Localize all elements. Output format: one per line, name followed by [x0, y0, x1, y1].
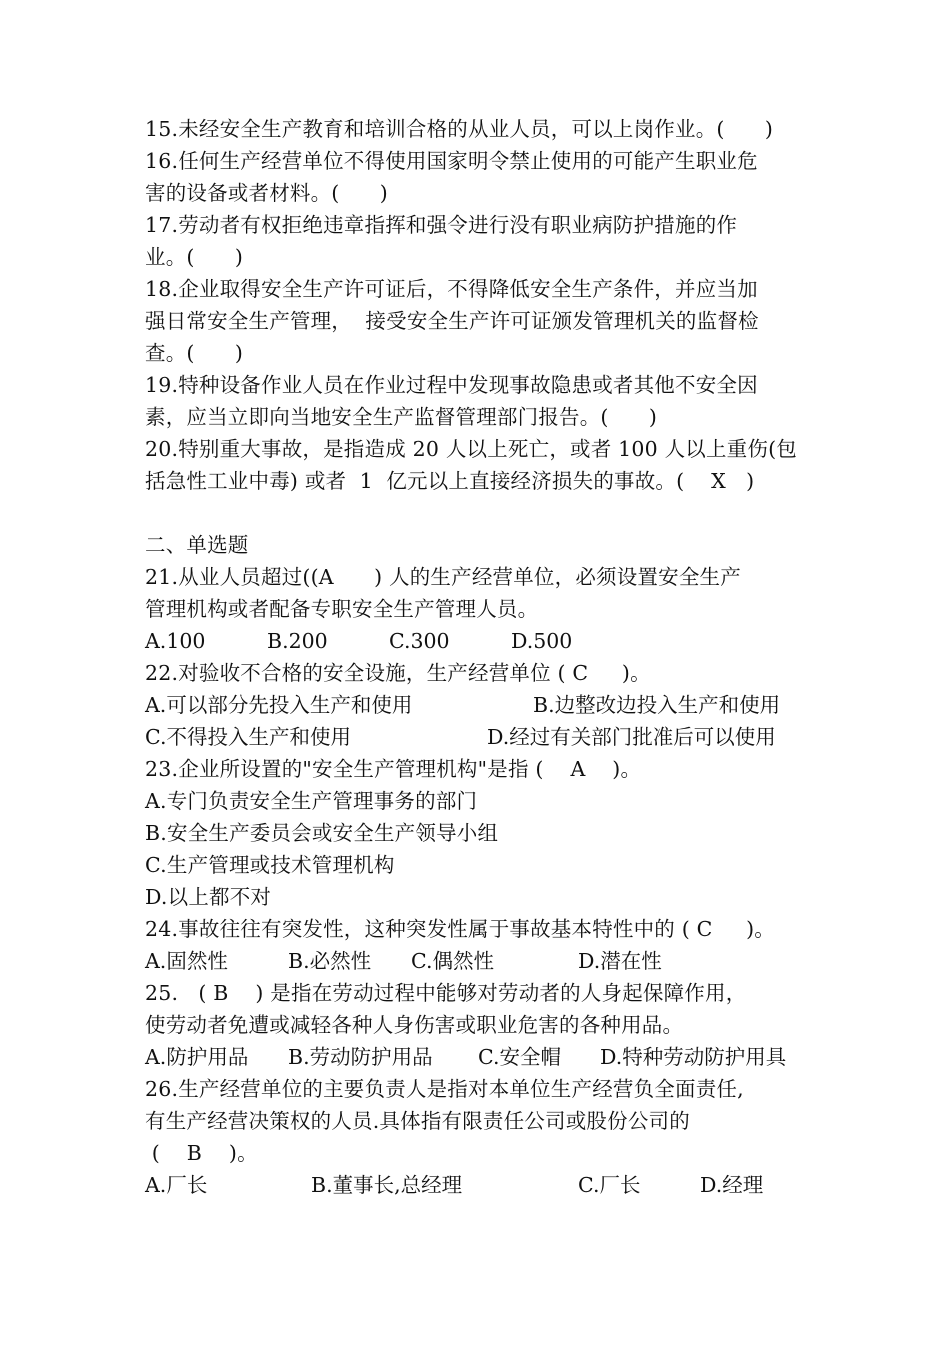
q26-option-c: C.厂长: [578, 1173, 641, 1197]
q23-option-c: C.生产管理或技术管理机构: [145, 853, 395, 877]
question-22-options-row-2: [145, 721, 815, 753]
q25-option-b: B.劳动防护用品: [288, 1045, 433, 1069]
question-24: 24.事故往往有突发性，这种突发性属于事故基本特性中的 ( C )。: [145, 917, 775, 941]
q21-option-b: B.200: [267, 629, 328, 653]
question-21-line-1: 21.从业人员超过((A ) 人的生产经营单位，必须设置安全生产: [145, 565, 741, 589]
question-25-line-1: 25. ( B ) 是指在劳动过程中能够对劳动者的人身起保障作用，: [145, 981, 747, 1005]
question-17-line-1: 17.劳动者有权拒绝违章指挥和强令进行没有职业病防护措施的作: [145, 213, 738, 237]
question-18-line-1: 18.企业取得安全生产许可证后，不得降低安全生产条件，并应当加: [145, 277, 758, 301]
question-25-line-2: 使劳动者免遭或减轻各种人身伤害或职业危害的各种用品。: [145, 1013, 684, 1037]
question-20-line-1: 20.特别重大事故，是指造成 20 人以上死亡，或者 100 人以上重伤(包: [145, 437, 797, 461]
question-18-line-2: 强日常安全生产管理， 接受安全生产许可证颁发管理机关的监督检: [145, 309, 759, 333]
q22-option-b: B.边整改边投入生产和使用: [533, 693, 781, 717]
q22-option-c: C.不得投入生产和使用: [145, 725, 351, 749]
q24-option-a: A.固然性: [145, 949, 228, 973]
q24-option-c: C.偶然性: [411, 949, 494, 973]
question-16-line-2: 害的设备或者材料。( ): [145, 181, 388, 205]
question-23: 23.企业所设置的"安全生产管理机构"是指 ( A )。: [145, 757, 642, 781]
q21-option-c: C.300: [389, 629, 450, 653]
q26-option-b: B.董事长,总经理: [311, 1173, 463, 1197]
q21-option-d: D.500: [511, 629, 573, 653]
question-19-line-2: 素，应当立即向当地安全生产监督管理部门报告。( ): [145, 405, 658, 429]
q26-option-d: D.经理: [700, 1173, 764, 1197]
q22-option-d: D.经过有关部门批准后可以使用: [487, 725, 776, 749]
q26-option-a: A.厂长: [145, 1173, 208, 1197]
section-spacer: [145, 497, 815, 529]
q24-option-d: D.潜在性: [578, 949, 662, 973]
question-16-line-1: 16.任何生产经营单位不得使用国家明令禁止使用的可能产生职业危: [145, 149, 758, 173]
q23-option-a: A.专门负责安全生产管理事务的部门: [145, 789, 478, 813]
question-26-options: [145, 1169, 815, 1201]
question-22: 22.对验收不合格的安全设施，生产经营单位 ( C )。: [145, 661, 651, 685]
q23-option-d: D.以上都不对: [145, 885, 272, 909]
question-21-options: [145, 625, 815, 657]
question-list: [145, 113, 815, 1201]
q23-option-b: B.安全生产委员会或安全生产领导小组: [145, 821, 499, 845]
question-18-line-3: 查。( ): [145, 341, 244, 365]
question-15: 15.未经安全生产教育和培训合格的从业人员，可以上岗作业。( ): [145, 117, 774, 141]
q22-option-a: A.可以部分先投入生产和使用: [145, 693, 413, 717]
question-25-options: [145, 1041, 815, 1073]
question-22-options-row-1: [145, 689, 815, 721]
section-heading: 二、单选题: [145, 533, 249, 557]
question-17-line-2: 业。( ): [145, 245, 244, 269]
question-26-line-3: ( B )。: [145, 1141, 258, 1165]
q24-option-b: B.必然性: [288, 949, 372, 973]
question-19-line-1: 19.特种设备作业人员在作业过程中发现事故隐患或者其他不安全因: [145, 373, 758, 397]
question-24-options: [145, 945, 815, 977]
q21-option-a: A.100: [145, 629, 206, 653]
question-20-line-2: 括急性工业中毒) 或者 1 亿元以上直接经济损失的事故。( X ): [145, 469, 755, 493]
question-26-line-1: 26.生产经营单位的主要负责人是指对本单位生产经营负全面责任,: [145, 1077, 744, 1101]
question-21-line-2: 管理机构或者配备专职安全生产管理人员。: [145, 597, 539, 621]
q25-option-a: A.防护用品: [145, 1045, 249, 1069]
q25-option-c: C.安全帽: [478, 1045, 561, 1069]
q25-option-d: D.特种劳动防护用具: [600, 1045, 787, 1069]
question-26-line-2: 有生产经营决策权的人员.具体指有限责任公司或股份公司的: [145, 1109, 690, 1133]
